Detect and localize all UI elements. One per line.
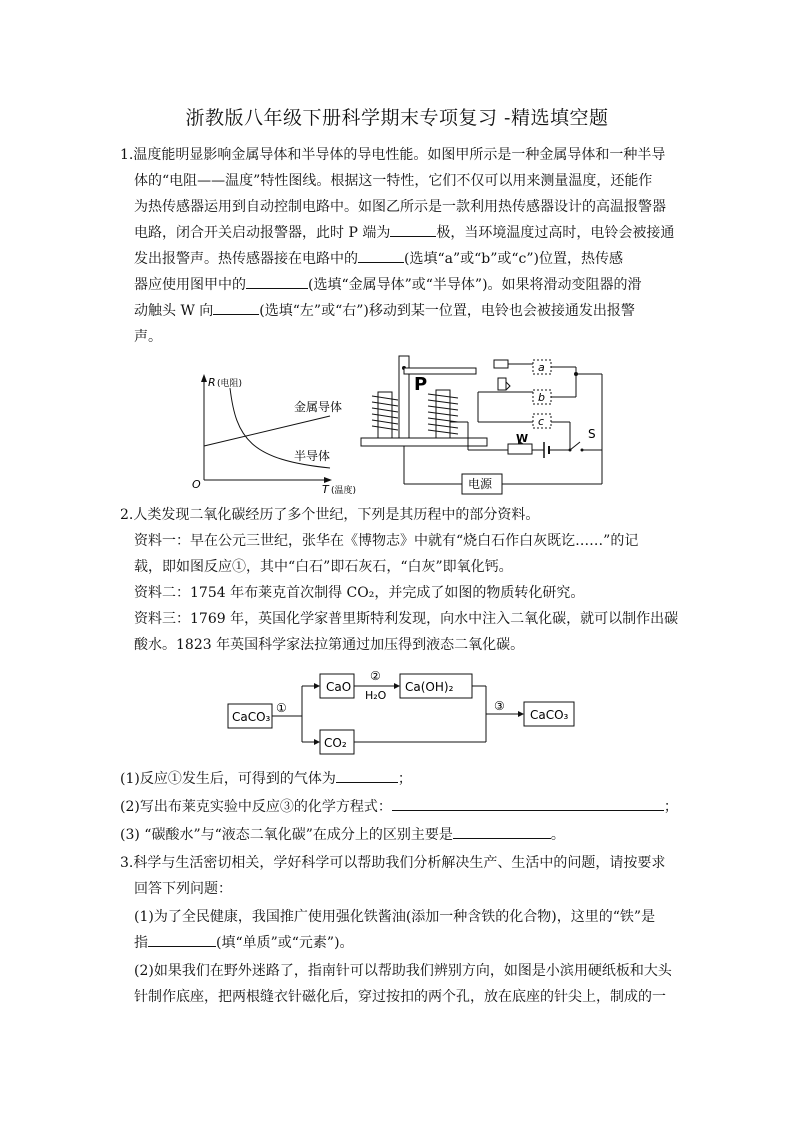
caco3-end-label: CaCO₃ (530, 708, 569, 722)
q2-sub-1-end: ； (397, 771, 412, 787)
q1-line-7a: 动触头 W 向 (134, 303, 214, 319)
q3-sub-2-line-2: 针制作底座，把两根缝衣针磁化后，穿过按扣的两个孔，放在底座的针尖上，制成的一 (134, 989, 666, 1005)
co2-label: CO₂ (324, 736, 347, 750)
q1-blank-material[interactable] (246, 274, 308, 289)
q2-line-2: 资料一：早在公元三世纪，张华在《博物志》中就有“烧白石作白灰既讫……”的记 (134, 533, 639, 549)
q1-line-5b: (选填“a”或“b”或“c”)位置，热传感 (404, 251, 624, 267)
q3-line-1: 3.科学与生活密切相关，学好科学可以帮助我们分析解决生产、生活中的问题，请按要求 (120, 855, 666, 871)
q2-blank-difference[interactable] (453, 824, 551, 839)
q3-sub-2-line-1: (2)如果我们在野外迷路了，指南针可以帮助我们辨别方向，如图是小滨用硬纸板和大头 (134, 963, 672, 979)
rheostat (508, 444, 532, 454)
q1-line-7b: (选填“左”或“右”)移动到某一位置，电铃也会被接通发出报警 (259, 303, 635, 319)
q2-sub-3-end: 。 (550, 827, 565, 843)
q2-line-1: 2.人类发现二氧化碳经历了多个世纪，下列是其历程中的部分资料。 (120, 507, 540, 523)
step-2-label: ② (370, 669, 381, 683)
metal-conductor-line (204, 416, 330, 446)
label-a: a (538, 361, 545, 374)
q2-line-6: 酸水。1823 年英国科学家法拉第通过加压得到液态二氧化碳。 (134, 637, 525, 653)
caoh2-label: Ca(OH)₂ (405, 680, 454, 694)
q2-sub-2 (120, 794, 678, 820)
contact-screw (494, 360, 508, 368)
switch-label: S (588, 427, 596, 441)
q1-line-6a: 器应使用图甲中的 (134, 277, 246, 293)
q2-sub-2-text: (2)写出布莱克实验中反应③的化学方程式： (120, 799, 392, 815)
q1-line-2: 体的“电阻——温度”特性图线。根据这一特性，它们不仅可以用来测量温度，还能作 (134, 173, 653, 189)
q2-blank-equation[interactable] (392, 796, 664, 811)
q2-line-3: 载，即如图反应①，其中“白石”即石灰石，“白灰”即氧化钙。 (134, 559, 513, 575)
rheostat-slider-w: W (516, 432, 529, 445)
q3-sub-1-end: (填“单质”或“元素”)。 (216, 935, 354, 951)
caco3-start-label: CaCO₃ (232, 710, 271, 724)
q2-sub-2-end: ； (663, 799, 678, 815)
co2-transformation-flow (224, 666, 584, 758)
graph-ylabel-unit: (电阻) (217, 379, 243, 389)
q3-sub-1-text: 指 (134, 935, 148, 951)
q1-line-7 (134, 298, 635, 324)
metal-conductor-label: 金属导体 (294, 400, 343, 414)
graph-xlabel: T (322, 483, 329, 496)
q1-line-8: 声。 (134, 329, 162, 345)
q1-line-3: 为热传感器运用到自动控制电路中。如图乙所示是一款利用热传感器设计的高温报警器 (134, 199, 666, 215)
alarm-circuit-diagram (358, 352, 608, 497)
q2-blank-gas[interactable] (336, 768, 398, 783)
q3-sub-1-line-2 (134, 930, 354, 956)
q1-line-4 (134, 220, 674, 246)
right-coil (428, 394, 458, 434)
step-2-water-label: H₂O (365, 689, 387, 702)
q1-line-6 (134, 272, 642, 298)
q3-sub-1-line-1: (1)为了全民健康，我国推广使用强化铁酱油(添加一种含铁的化合物)，这里的“铁”是 (134, 909, 656, 925)
q3-line-2: 回答下列问题： (134, 881, 232, 897)
power-supply-label: 电源 (468, 477, 493, 491)
q2-sub-3-text: (3) “碳酸水”与“液态二氧化碳”在成分上的区别主要是 (120, 827, 453, 843)
q2-sub-1 (120, 766, 412, 792)
cao-label: CaO (326, 680, 352, 694)
q2-sub-1-text: (1)反应①发生后，可得到的气体为 (120, 771, 336, 787)
q1-blank-direction[interactable] (213, 300, 259, 315)
semiconductor-label: 半导体 (294, 449, 331, 463)
p-label: P (414, 374, 428, 395)
left-coil (372, 396, 398, 430)
switch-s (570, 442, 580, 450)
q1-line-4b: 极，当环境温度过高时，电铃会被接通 (436, 225, 675, 241)
page-title: 浙教版八年级下册科学期末专项复习 -精选填空题 (185, 107, 609, 129)
bell-hammer (498, 378, 506, 390)
graph-xlabel-unit: (温度) (331, 486, 357, 496)
step-3-label: ③ (494, 699, 505, 713)
graph-ylabel: R (208, 376, 216, 389)
q1-line-5 (134, 246, 623, 272)
graph-origin: O (192, 478, 201, 491)
step-1-label: ① (276, 701, 287, 715)
q1-blank-position[interactable] (358, 248, 404, 263)
label-c: c (538, 415, 545, 428)
q1-line-1: 1.温度能明显影响金属导体和半导体的导电性能。如图甲所示是一种金属导体和一种半导 (120, 147, 666, 163)
q1-line-6b: (选填“金属导体”或“半导体”)。如果将滑动变阻器的滑 (308, 277, 642, 293)
label-b: b (538, 391, 545, 404)
q1-line-5a: 发出报警声。热传感器接在电路中的 (134, 251, 358, 267)
q2-line-5: 资料三：1769 年，英国化学家普里斯特利发现，向水中注入二氧化碳，就可以制作出碳 (134, 611, 679, 627)
q1-line-4a: 电路，闭合开关启动报警器，此时 P 端为 (134, 225, 391, 241)
resistance-temperature-graph (190, 368, 370, 496)
q3-blank-iron[interactable] (148, 932, 216, 947)
q2-line-4: 资料二：1754 年布莱克首次制得 CO₂，并完成了如图的物质转化研究。 (134, 585, 585, 601)
q2-sub-3 (120, 822, 565, 848)
q1-blank-pole[interactable] (390, 222, 436, 237)
